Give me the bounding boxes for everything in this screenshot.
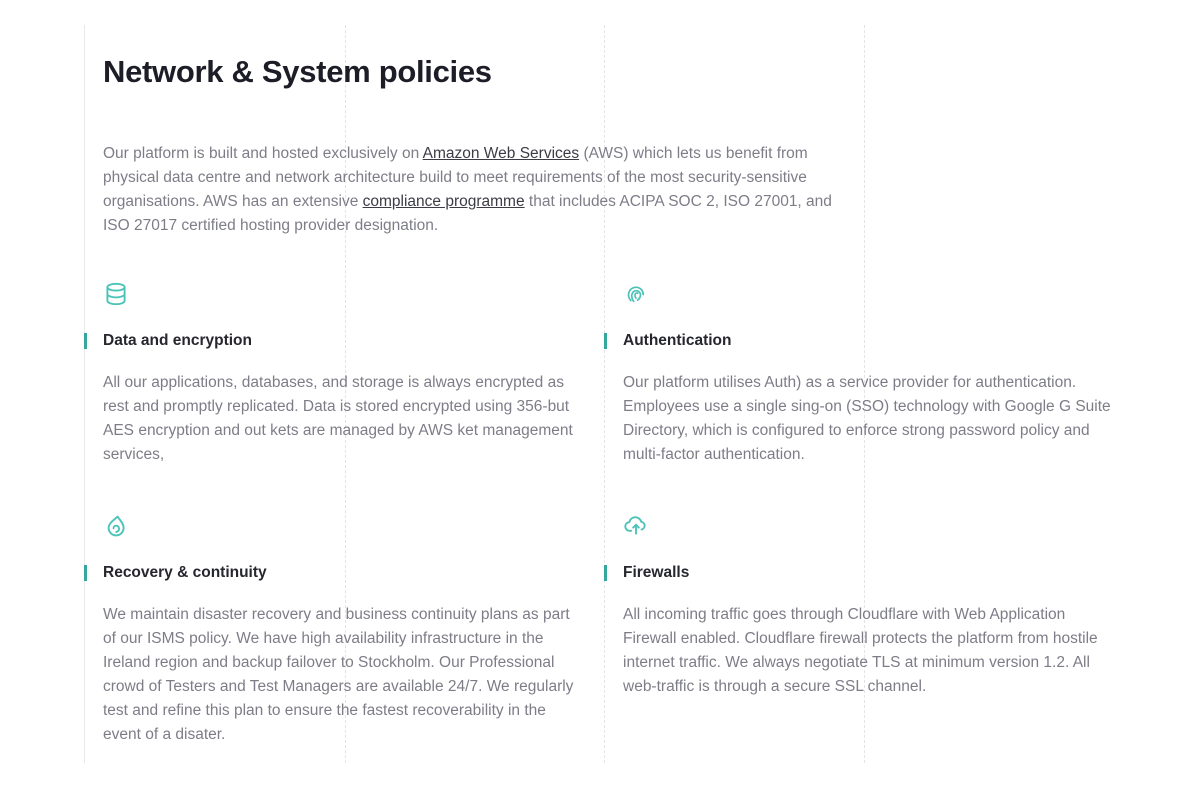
accent-bar bbox=[84, 565, 87, 581]
section-body: Our platform utilises Auth) as a service provider for authentication. Employees use a single sing-on (SSO) technology with Google G Suite Directory, which is configured to enforce strong password policy and multi-factor authentication. bbox=[623, 374, 1111, 463]
aws-link[interactable]: Amazon Web Services bbox=[422, 145, 580, 162]
section-body: We maintain disaster recovery and business continuity plans as part of our ISMS policy. We have high availability infrastructure in the Ireland region and backup failover to Stockholm. Our Professional crowd of Testers and Test Managers are available 24/7. We regularly test and refine this plan to ensure the fastest recoverability in the event of a disater. bbox=[103, 606, 574, 743]
section-body: All incoming traffic goes through Cloudflare with Web Application Firewall enabled. Cloudflare firewall protects the platform from hostile internet traffic. We always negotiate TLS at minimum version 1.2. All web-traffic is through a secure SSL channel. bbox=[623, 606, 1098, 695]
section-title: Authentication bbox=[623, 332, 732, 349]
compliance-programme-link[interactable]: compliance programme bbox=[362, 193, 525, 210]
accent-bar bbox=[604, 565, 607, 581]
intro-text: that includes ACIPA SOC 2, ISO 27001, and ISO 27017 certified hosting provider designation. bbox=[103, 193, 832, 234]
accent-bar bbox=[604, 333, 607, 349]
section-heading bbox=[103, 332, 581, 350]
cloud-upload-icon bbox=[623, 513, 1105, 539]
flame-icon bbox=[103, 513, 585, 539]
section-firewalls bbox=[623, 513, 1105, 699]
left-guide-line bbox=[84, 25, 85, 763]
accent-bar bbox=[84, 333, 87, 349]
fingerprint-icon bbox=[623, 281, 1111, 307]
database-icon bbox=[103, 281, 581, 307]
section-title: Data and encryption bbox=[103, 332, 252, 349]
section-authentication bbox=[623, 281, 1111, 467]
section-recovery-continuity bbox=[103, 513, 585, 747]
dashed-guide-line bbox=[604, 25, 605, 763]
section-heading bbox=[623, 564, 1105, 582]
page-title: Network & System policies bbox=[103, 54, 492, 89]
intro-text: Our platform is built and hosted exclusively on bbox=[103, 145, 423, 162]
section-body: All our applications, databases, and storage is always encrypted as rest and promptly replicated. Data is stored encrypted using 356-but AES encryption and out kets are managed by AWS ket management services, bbox=[103, 374, 573, 463]
section-data-encryption bbox=[103, 281, 581, 467]
section-title: Recovery & continuity bbox=[103, 564, 267, 581]
section-heading bbox=[623, 332, 1111, 350]
intro-paragraph bbox=[103, 142, 843, 238]
intro-text: (AWS) which lets us benefit from physical data centre and network architecture build to meet requirements of the most security-sensitive organisations. AWS has an extensive bbox=[103, 145, 808, 210]
section-heading bbox=[103, 564, 585, 582]
section-title: Firewalls bbox=[623, 564, 690, 581]
